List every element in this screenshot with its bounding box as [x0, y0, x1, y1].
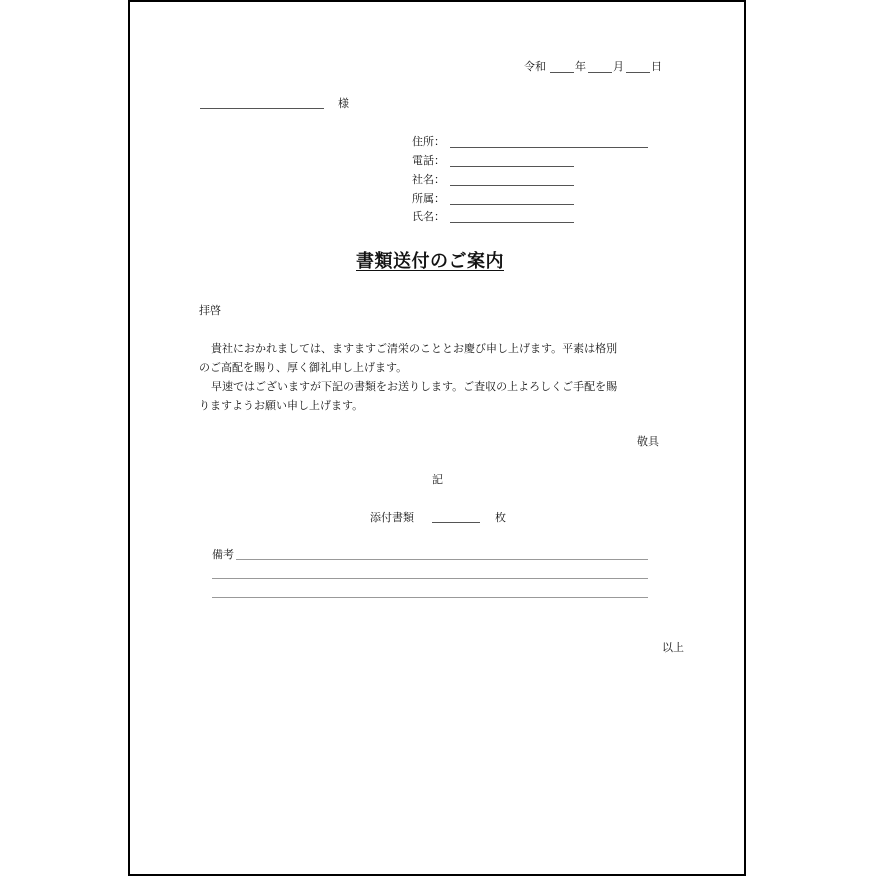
document-title: 書類送付のご案内 [356, 251, 504, 272]
date-year-blank[interactable] [550, 72, 574, 73]
date-day-unit: 日 [651, 60, 662, 73]
remarks-line-2[interactable] [212, 578, 648, 579]
sender-phone-blank[interactable] [450, 166, 574, 167]
sender-company-blank[interactable] [450, 185, 574, 186]
end-mark: 以上 [662, 641, 684, 654]
remarks-line-3[interactable] [212, 597, 648, 598]
date-day-blank[interactable] [626, 72, 650, 73]
sender-address-label: 住所： [412, 135, 445, 148]
sender-name-blank[interactable] [450, 222, 574, 223]
remarks-line-1[interactable] [236, 559, 648, 560]
record-heading: 記 [432, 473, 443, 486]
body-line-1: 貴社におかれましては、ますますご清栄のこととお慶び申し上げます。平素は格別 [211, 342, 618, 355]
greeting: 拝啓 [199, 304, 221, 317]
date-month-blank[interactable] [588, 72, 612, 73]
sender-name-label: 氏名： [412, 210, 445, 223]
body-line-2: のご高配を賜り、厚く御礼申し上げます。 [199, 361, 408, 374]
recipient-honorific: 様 [338, 97, 349, 110]
enclosure-count-blank[interactable] [432, 522, 480, 523]
date-month-unit: 月 [613, 60, 624, 73]
enclosure-unit: 枚 [495, 511, 506, 524]
sender-department-blank[interactable] [450, 204, 574, 205]
document-page [128, 0, 746, 876]
sender-phone-label: 電話： [412, 154, 445, 167]
sender-department-label: 所属： [412, 192, 445, 205]
sender-address-blank[interactable] [450, 147, 648, 148]
remarks-label: 備考 [212, 548, 234, 561]
recipient-name-blank[interactable] [200, 108, 324, 109]
sender-company-label: 社名： [412, 173, 445, 186]
enclosure-label: 添付書類 [370, 511, 414, 524]
date-year-unit: 年 [575, 60, 586, 73]
date-era: 令和 [524, 60, 546, 73]
body-line-3: 早速ではございますが下記の書類をお送りします。ご査収の上よろしくご手配を賜 [211, 380, 618, 393]
closing: 敬具 [637, 435, 659, 448]
body-line-4: りますようお願い申し上げます。 [199, 399, 364, 412]
